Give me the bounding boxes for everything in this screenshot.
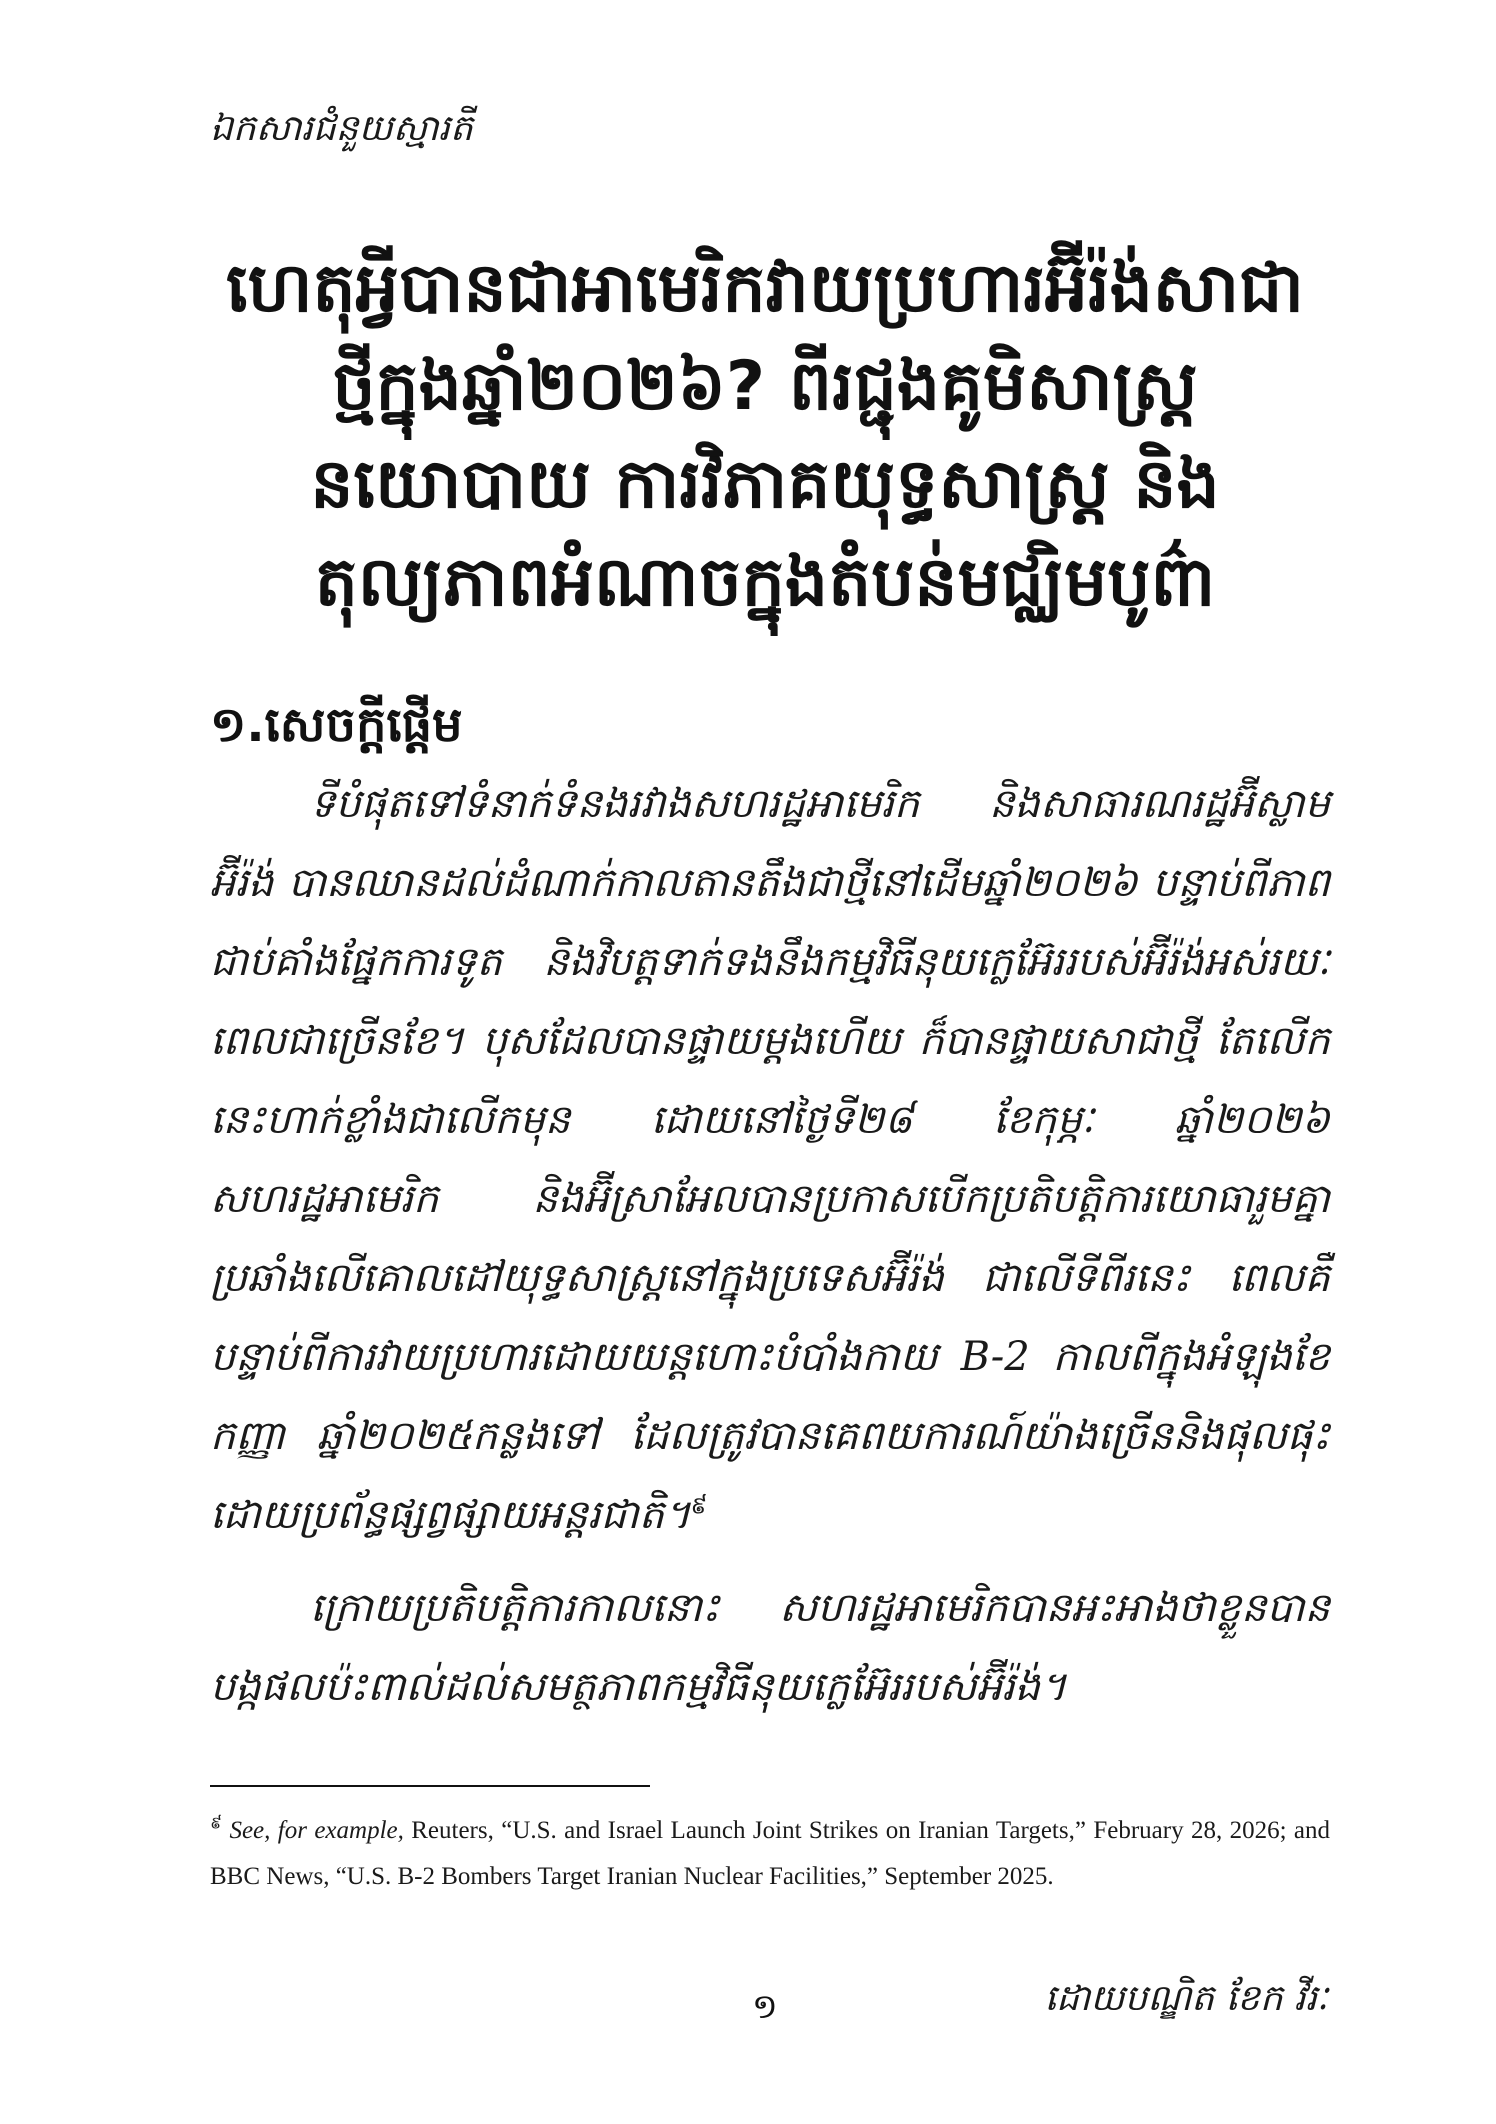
body-paragraph-1: [210, 765, 1330, 1555]
footnote-number: ៩: [210, 1813, 223, 1833]
author-signature: ដោយបណ្ឌិត ខែក វីរៈ: [1044, 1978, 1328, 2019]
document-title: ហេតុអ្វីបានជាអាមេរិកវាយប្រហារអ៊ីរ៉ង់សាជាថ្មីក្នុងឆ្នាំ២០២៦? ពីរជ្ជុងគូមិសាស្ត្រនយោបាយ ការវិភាគយុទ្ធសាស្ត្រ និងតុល្យភាពអំណាចក្នុងតំបន់មជ្ឈិមបូព៌ា: [226, 249, 1304, 622]
paragraph-1-text: ទីបំផុតទៅទំនាក់ទំនងរវាងសហរដ្ឋអាមេរិក និងសាធារណរដ្ឋអ៊ីស្លាមអ៊ីរ៉ង់ បានឈានដល់ដំណាក់កាលតានតឹងជាថ្មីនៅដើមឆ្នាំ២០២៦ បន្ទាប់ពីភាពជាប់គាំងផ្នែកការទូត និងវិបត្តទាក់ទងនឹងកម្មវិធីនុយក្លេអ៊ែររបស់អ៊ីរ៉ង់អស់រយៈពេលជាច្រើនខែ។ បុសដែលបានផ្ទាយម្តងហើយ ក៏បានផ្ទាយសាជាថ្មី តែលើកនេះហាក់ខ្លាំងជាលើកមុន ដោយនៅថ្ងៃទី២៨ ខែកុម្ភៈ ឆ្នាំ២០២៦ សហរដ្ឋអាមេរិក និងអ៊ីស្រាអែលបានប្រកាសបើកប្រតិបត្តិការយោធារួមគ្នា ប្រឆាំងលើគោលដៅយុទ្ធសាស្ត្រនៅក្នុងប្រទេសអ៊ីរ៉ង់ ជាលើទីពីរនេះ ពេលគឺបន្ទាប់ពីការវាយប្រហារដោយយន្តហោះបំបាំងកាយ B-2 កាលពីក្នុងអំឡុងខែកញ្ញា ឆ្នាំ២០២៥កន្លងទៅ ដែលត្រូវបានគេពយការណ៍យ៉ាងច្រើននិងផុលផុះដោយប្រព័ន្ធផ្សព្វផ្សាយអន្តរជាតិ។: [210, 781, 1330, 1538]
body-paragraph-2: ក្រោយប្រតិបត្តិការកាលនោះ សហរដ្ឋអាមេរិកបានអះអាងថាខ្លួនបានបង្កផលប៉ះពាល់ដល់សមត្ថភាពកម្មវិធីនុយក្លេអ៊ែររបស់អ៊ីរ៉ង់។: [210, 1585, 1330, 1710]
section-body: [210, 765, 1330, 1727]
footnote-divider: [210, 1785, 650, 1787]
document-type-label: ឯកសារជំនួយស្មារតី: [210, 108, 473, 149]
footnote-text: Reuters, “U.S. and Israel Launch Joint Strikes on Iranian Targets,” February 28, 2026; and BBC News, “U.S. B-2 Bombers Target Iranian Nuclear Facilities,” September 2025.: [210, 1817, 1331, 1890]
footnote-reference[interactable]: ៩: [690, 1491, 708, 1520]
footnote-see-text: See, for example,: [229, 1817, 404, 1844]
footnote: [210, 1808, 1330, 1900]
page-number: ១: [752, 1987, 778, 2027]
section-heading: ១.សេចក្តីផ្តើម: [210, 697, 463, 753]
